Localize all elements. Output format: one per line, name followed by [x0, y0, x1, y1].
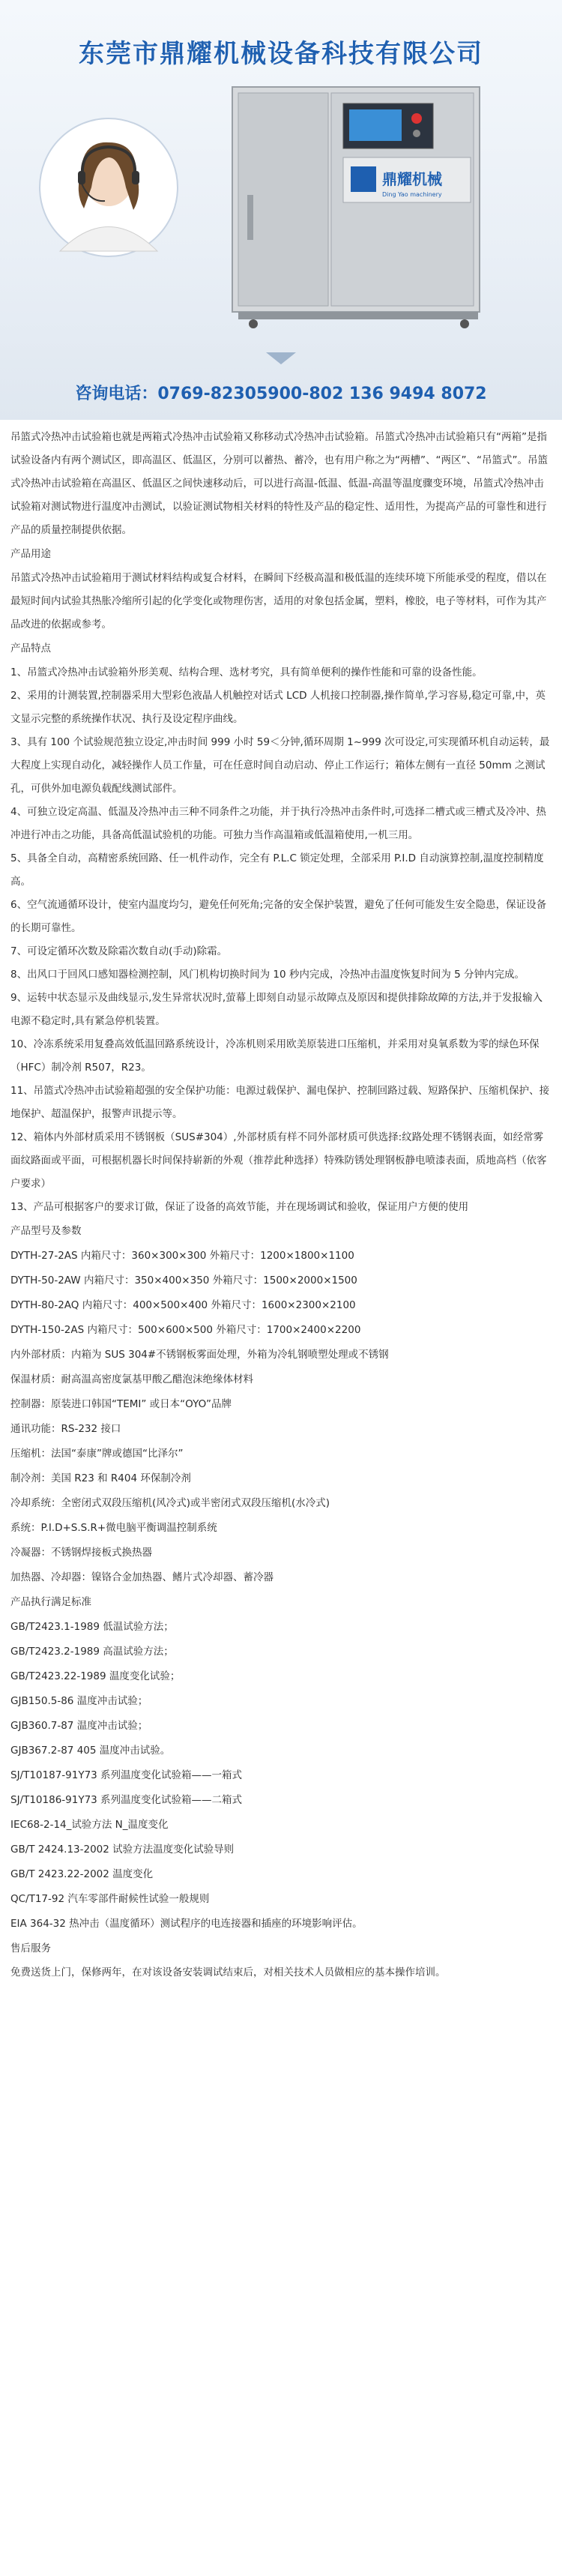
feature-item: 7、可设定循环次数及除霜次数自动(手动)除霜。 — [10, 945, 228, 957]
feature-item: 11、吊篮式冷热冲击试验箱超强的安全保护功能：电源过载保护、漏电保护、控制回路过载、短路保护、压缩机保护、接地保护、超温保护，报警声讯提示等。 — [10, 1085, 550, 1120]
spec-detail: 压缩机：法国“泰康”牌或德国“比泽尔” — [10, 1448, 184, 1460]
service-heading: 售后服务 — [10, 1942, 51, 1954]
model-spec-row: DYTH-27-2AS 内箱尺寸：360×300×300 外箱尺寸：1200×1800×1100 — [10, 1250, 354, 1262]
standard-item: GB/T2423.22-1989 温度变化试验； — [10, 1670, 181, 1682]
usage-paragraph: 吊篮式冷热冲击试验箱用于测试材料结构或复合材料，在瞬间下经极高温和极低温的连续环境下所能承受的程度，借以在最短时间内试验其热胀冷缩所引起的化学变化或物理伤害，适用的对象包括金属，塑料，橡胶，电子等材料，可作为其产品改进的依据或参考。 — [10, 572, 547, 631]
model-spec-row: DYTH-50-2AW 内箱尺寸：350×400×350 外箱尺寸：1500×2000×1500 — [10, 1275, 357, 1287]
feature-item: 1、吊篮式冷热冲击试验箱外形美观、结构合理、选材考究，具有简单便利的操作性能和可靠的设备性能。 — [10, 666, 483, 678]
machine-brand-sub-text: Ding Yao machinery — [382, 191, 442, 198]
machine-brand-text: 鼎耀机械 — [382, 170, 442, 188]
standard-item: GB/T 2423.22-2002 温度变化 — [10, 1868, 154, 1880]
feature-item: 4、可独立设定高温、低温及冷热冲击三种不同条件之功能，并于执行冷热冲击条件时,可选择二槽式或三槽式及冷冲、热冲进行冲击之功能，具备高低温试验机的功能。可独力当作高温箱或低温箱使用,一机三用。 — [10, 806, 546, 841]
standard-item: GJB360.7-87 温度冲击试验； — [10, 1720, 148, 1732]
product-description — [0, 420, 562, 1984]
spec-detail: 控制器：原装进口韩国“TEMI” 或日本“OYO”品牌 — [10, 1398, 232, 1410]
spec-detail: 冷却系统：全密闭式双段压缩机(风冷式)或半密闭式双段压缩机(水冷式) — [10, 1497, 330, 1509]
test-chamber-machine-image — [217, 82, 487, 330]
feature-item: 13、产品可根据客户的要求订做，保证了设备的高效节能，并在现场调试和验收，保证用户方便的使用 — [10, 1201, 469, 1213]
product-banner — [0, 0, 562, 420]
standard-item: EIA 364-32 热冲击（温度循环）测试程序的电连接器和插座的环境影响评估。 — [10, 1918, 363, 1930]
feature-item: 8、出风口于回风口感知器检测控制，风门机构切换时间为 10 秒内完成，冷热冲击温度恢复时间为 5 分钟内完成。 — [10, 969, 525, 981]
specs-heading: 产品型号及参数 — [10, 1225, 82, 1237]
intro-paragraph: 吊篮式冷热冲击试验箱也就是两箱式冷热冲击试验箱又称移动式冷热冲击试验箱。吊篮式冷热冲击试验箱只有“两箱”是指试验设备内有两个测试区，即高温区、低温区，分别可以蓄热、蓄冷，也有用户称之为“两槽”、“两区”、“吊篮式”。吊篮式冷热冲击试验箱在高温区、低温区之间快速移动后，可以进行高温-低温、低温-高温等温度骤变环境，吊篮式冷热冲击试验箱对测试物进行温度冲击测试，以验证测试物相关材料的特性及产品的稳定性、适用性，为提高产品的可靠性和进行产品的质量控制提供依据。 — [10, 431, 548, 536]
feature-item: 3、具有 100 个试验规范独立设定,冲击时间 999 小时 59＜分钟,循环周期 1~999 次可设定,可实现循环机自动运转，最大程度上实现自动化，减轻操作人员工作量，可在任意时间自动启动、停止工作运行；箱体左侧有一直径 50mm 之测试孔，可供外加电源负载配线测试部件。 — [10, 736, 550, 795]
spec-detail: 制冷剂：美国 R23 和 R404 环保制冷剂 — [10, 1472, 191, 1484]
features-heading: 产品特点 — [10, 643, 51, 654]
contact-phone: 咨询电话：0769-82305900-802 136 9494 8072 — [75, 385, 487, 403]
company-title: 东莞市鼎耀机械设备科技有限公司 — [79, 39, 483, 69]
feature-item: 10、冷冻系统采用复叠高效低温回路系统设计，冷冻机则采用欧美原装进口压缩机，并采用对臭氧系数为零的绿色环保（HFC）制冷剂 R507，R23。 — [10, 1038, 540, 1074]
spec-detail: 保温材质：耐高温高密度氯基甲酸乙醋泡沫绝缘体材料 — [10, 1373, 253, 1385]
standard-item: QC/T17-92 汽车零部件耐候性试验一般规则 — [10, 1893, 210, 1905]
feature-item: 9、运转中状态显示及曲线显示,发生异常状况时,萤幕上即刻自动显示故障点及原因和提供排除故障的方法,并于发报输入电源不稳定时,具有紧急停机装置。 — [10, 992, 543, 1027]
arrow-down-icon — [266, 352, 296, 364]
spec-detail: 内外部材质：内箱为 SUS 304#不锈钢板雾面处理，外箱为冷轧钢喷塑处理或不锈钢 — [10, 1349, 389, 1361]
standard-item: GB/T2423.1-1989 低温试验方法； — [10, 1621, 174, 1633]
customer-service-image — [30, 112, 187, 262]
feature-item: 12、箱体内外部材质采用不锈钢板（SUS#304）,外部材质有样不同外部材质可供选择:纹路处理不锈钢表面，如经常雾面纹路面或平面，可根据机器长时间保持崭新的外观（推荐此种选择）特殊防锈处理钢板静电喷漆表面，质地高档（依客户要求） — [10, 1131, 547, 1190]
spec-detail: 加热器、冷却器：镍铬合金加热器、鳍片式冷却器、蓄冷器 — [10, 1571, 274, 1583]
service-paragraph: 免费送货上门，保修两年，在对该设备安装调试结束后，对相关技术人员做相应的基本操作培训。 — [10, 1966, 446, 1978]
spec-detail: 通讯功能：RS-232 接口 — [10, 1423, 121, 1435]
feature-item: 6、空气流通循环设计，使室内温度均匀，避免任何死角;完备的安全保护装置，避免了任何可能发生安全隐患，保证设备的长期可靠性。 — [10, 899, 547, 934]
standard-item: IEC68-2-14_试验方法 N_温度变化 — [10, 1819, 169, 1831]
feature-item: 5、具备全自动，高精密系统回路、任一机件动作，完全有 P.L.C 锁定处理，全部采用 P.I.D 自动演算控制,温度控制精度高。 — [10, 852, 544, 888]
standard-item: SJ/T10187-91Y73 系列温度变化试验箱——一箱式 — [10, 1769, 243, 1781]
standard-item: GB/T 2424.13-2002 试验方法温度变化试验导则 — [10, 1844, 235, 1856]
standard-item: SJ/T10186-91Y73 系列温度变化试验箱——二箱式 — [10, 1794, 243, 1806]
standards-heading: 产品执行满足标准 — [10, 1596, 91, 1608]
spec-detail: 系统：P.I.D+S.S.R+微电脑平衡调温控制系统 — [10, 1522, 217, 1534]
model-spec-row: DYTH-150-2AS 内箱尺寸：500×600×500 外箱尺寸：1700×2400×2200 — [10, 1324, 361, 1336]
standard-item: GB/T2423.2-1989 高温试验方法； — [10, 1646, 174, 1658]
model-spec-row: DYTH-80-2AQ 内箱尺寸：400×500×400 外箱尺寸：1600×2300×2100 — [10, 1299, 356, 1311]
usage-heading: 产品用途 — [10, 548, 51, 560]
feature-item: 2、采用的计测装置,控制器采用大型彩色液晶人机触控对话式 LCD 人机接口控制器,操作简单,学习容易,稳定可靠,中，英文显示完整的系统操作状况、执行及设定程序曲线。 — [10, 690, 546, 725]
spec-detail: 冷凝器：不锈钢焊接板式换热器 — [10, 1547, 152, 1559]
standard-item: GJB150.5-86 温度冲击试验； — [10, 1695, 148, 1707]
standard-item: GJB367.2-87 405 温度冲击试验。 — [10, 1745, 171, 1757]
